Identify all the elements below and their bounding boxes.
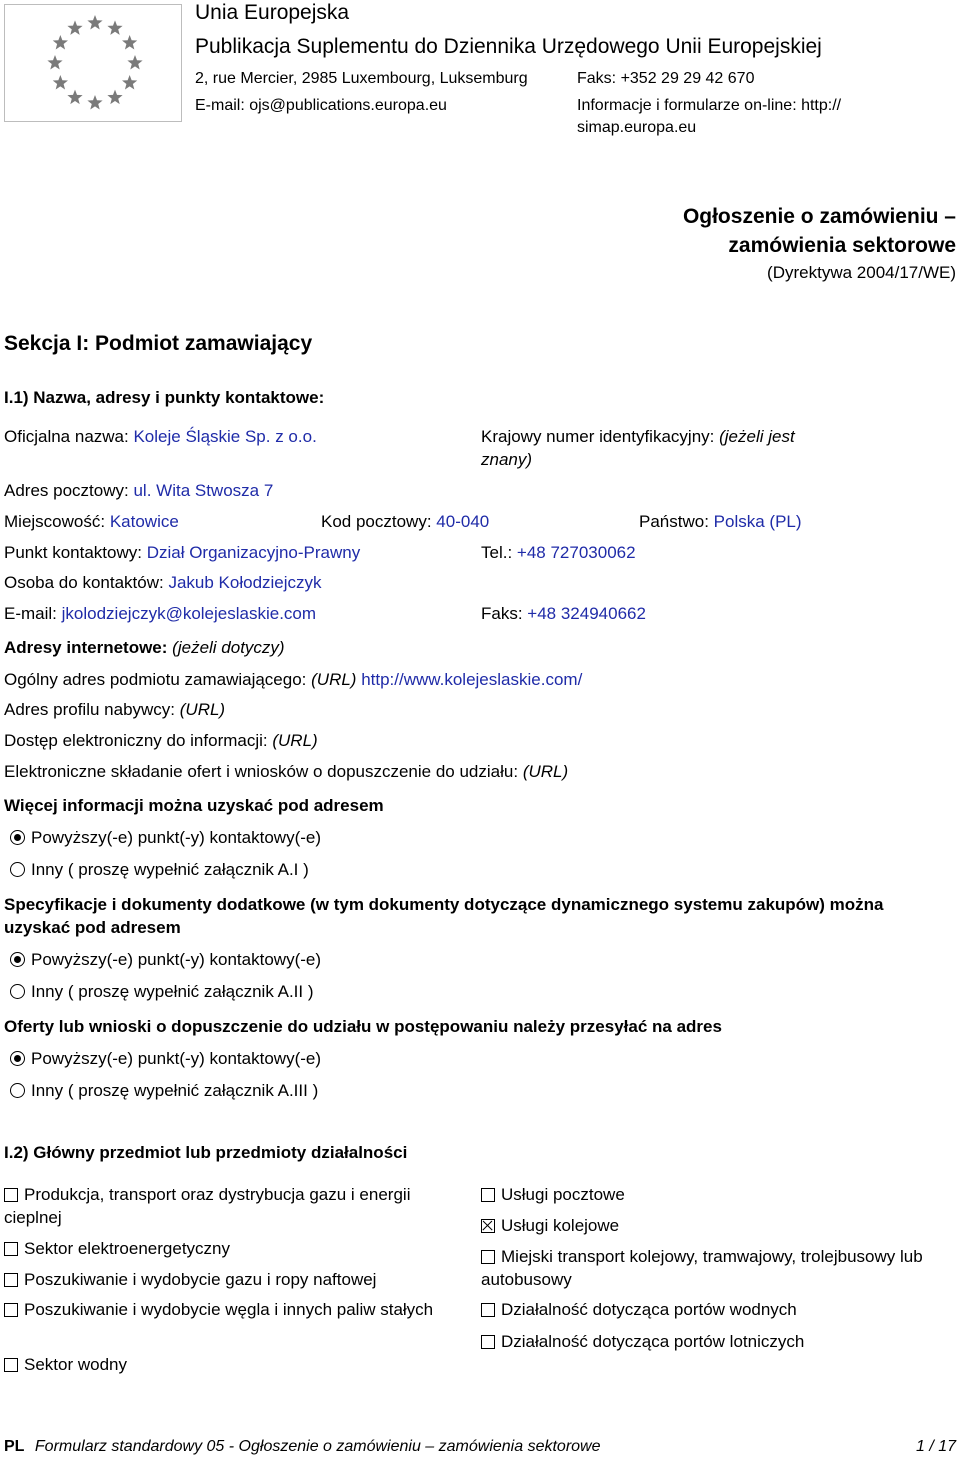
contact-person-value: Jakub Kołodziejczyk (168, 573, 322, 592)
electronic-submission-row: Elektroniczne składanie ofert i wniosków o dopuszczenie do udziału: (URL) (4, 762, 569, 781)
national-id-note-cont: znany) (481, 450, 533, 469)
activity-left-1[interactable]: Sektor elektroenergetyczny (4, 1237, 466, 1260)
general-address-link[interactable]: http://www.kolejeslaskie.com/ (361, 670, 583, 689)
country-row: Państwo: Polska (PL) (639, 512, 802, 531)
eu-star-icon (87, 95, 102, 109)
specs-option-other[interactable]: Inny ( proszę wypełnić załącznik A.II ) (10, 982, 314, 1002)
buyer-profile-row: Adres profilu nabywcy: (URL) (4, 700, 226, 719)
more-info-option-other[interactable]: Inny ( proszę wypełnić załącznik A.I ) (10, 860, 309, 880)
eu-star-icon (107, 20, 122, 34)
checkbox-empty-icon[interactable] (4, 1242, 18, 1256)
town-row: Miejscowość: Katowice (4, 512, 179, 531)
country-value: Polska (PL) (713, 512, 802, 531)
general-address-row: Ogólny adres podmiotu zamawiającego: (URL) http://www.kolejeslaskie.com/ (4, 670, 583, 689)
more-info-heading: Więcej informacji można uzyskać pod adresem (4, 796, 384, 815)
activity-left-2[interactable]: Poszukiwanie i wydobycie gazu i ropy naftowej (4, 1268, 466, 1291)
activity-right-2[interactable]: Miejski transport kolejowy, tramwajowy, trolejbusowy lub autobusowy (481, 1247, 923, 1289)
national-id-row: Krajowy numer identyfikacyjny: (jeżeli jest (481, 427, 795, 446)
header-info: Informacje i formularze on-line: http:// (577, 97, 842, 114)
checkbox-empty-icon[interactable] (481, 1188, 495, 1202)
fax-row: Faks: +48 324940662 (481, 604, 646, 623)
checkbox-empty-icon[interactable] (481, 1303, 495, 1317)
notice-directive: (Dyrektywa 2004/17/WE) (767, 263, 956, 282)
checkbox-empty-icon[interactable] (4, 1273, 18, 1287)
eu-star-icon (47, 55, 62, 69)
header-info-url: simap.europa.eu (577, 119, 697, 136)
footer-lang: PL (4, 1438, 25, 1455)
radio-selected-icon[interactable] (10, 830, 25, 845)
tel-row: Tel.: +48 727030062 (481, 543, 636, 562)
eu-star-icon (122, 35, 137, 49)
eu-star-icon (107, 90, 122, 104)
footer-form: Formularz standardowy 05 - Ogłoszenie o zamówieniu – zamówienia sektorowe (34, 1438, 601, 1455)
fax-value: +48 324940662 (527, 604, 646, 623)
activity-right-4[interactable]: Działalność dotycząca portów lotniczych (481, 1330, 953, 1353)
email-row: E-mail: jkolodziejczyk@kolejeslaskie.com (4, 604, 317, 623)
activity-left-3[interactable]: Poszukiwanie i wydobycie węgla i innych paliw stałych (4, 1298, 444, 1321)
footer (4, 1438, 601, 1456)
eu-flag-logo (4, 4, 182, 122)
email-value[interactable]: jkolodziejczyk@kolejeslaskie.com (61, 604, 317, 623)
activity-left-4[interactable]: Sektor wodny (4, 1353, 466, 1376)
eu-star-icon (122, 75, 137, 89)
header-org: Unia Europejska (195, 1, 350, 24)
eu-star-icon (53, 75, 68, 89)
subsection-heading: I.1) Nazwa, adresy i punkty kontaktowe: (4, 388, 325, 407)
tenders-option-other[interactable]: Inny ( proszę wypełnić załącznik A.III ) (10, 1081, 318, 1101)
tenders-option-above[interactable]: Powyższy(-e) punkt(-y) kontaktowy(-e) (10, 1049, 321, 1069)
official-name-value: Koleje Śląskie Sp. z o.o. (133, 427, 317, 446)
checkbox-empty-icon[interactable] (481, 1250, 495, 1264)
section-heading: Sekcja I: Podmiot zamawiający (4, 332, 313, 355)
tenders-heading: Oferty lub wnioski o dopuszczenie do udziału w postępowaniu należy przesyłać na adres (4, 1017, 722, 1036)
checkbox-empty-icon[interactable] (4, 1303, 18, 1317)
header-fax: Faks: +352 29 29 42 670 (577, 70, 755, 87)
radio-empty-icon[interactable] (10, 984, 25, 999)
eu-star-icon (67, 90, 82, 104)
notice-title-line1: Ogłoszenie o zamówieniu – (682, 205, 956, 228)
official-name-row: Oficjalna nazwa: Koleje Śląskie Sp. z o.o. (4, 427, 317, 446)
specs-heading: Specyfikacje i dokumenty dodatkowe (w tym dokumenty dotyczące dynamicznego systemu zakupów) można uzyskać pod adresem (4, 895, 884, 937)
checkbox-checked-icon[interactable] (481, 1219, 495, 1233)
footer-page: 1 / 17 (915, 1438, 956, 1455)
activity-right-1[interactable]: Usługi kolejowe (481, 1214, 953, 1237)
eu-stars-icon (5, 5, 181, 121)
activity-right-3[interactable]: Działalność dotycząca portów wodnych (481, 1298, 953, 1321)
contact-person-row: Osoba do kontaktów: Jakub Kołodziejczyk (4, 573, 322, 592)
eu-star-icon (127, 55, 142, 69)
radio-empty-icon[interactable] (10, 862, 25, 877)
postcode-row: Kod pocztowy: 40-040 (321, 512, 490, 531)
electronic-access-row: Dostęp elektroniczny do informacji: (URL) (4, 731, 318, 750)
checkbox-empty-icon[interactable] (4, 1358, 18, 1372)
postcode-value: 40-040 (436, 512, 490, 531)
radio-selected-icon[interactable] (10, 952, 25, 967)
internet-addresses-heading: Adresy internetowe: (jeżeli dotyczy) (4, 638, 285, 657)
contact-point-value: Dział Organizacyjno-Prawny (146, 543, 361, 562)
radio-selected-icon[interactable] (10, 1051, 25, 1066)
more-info-option-above[interactable]: Powyższy(-e) punkt(-y) kontaktowy(-e) (10, 828, 321, 848)
checkbox-empty-icon[interactable] (481, 1335, 495, 1349)
radio-empty-icon[interactable] (10, 1083, 25, 1098)
contact-point-row: Punkt kontaktowy: Dział Organizacyjno-Prawny (4, 543, 361, 562)
eu-star-icon (87, 15, 102, 29)
activity-left-0[interactable]: Produkcja, transport oraz dystrybucja gazu i energii cieplnej (4, 1185, 411, 1227)
town-value: Katowice (109, 512, 179, 531)
postal-address-row: Adres pocztowy: ul. Wita Stwosza 7 (4, 481, 274, 500)
header-publication: Publikacja Suplementu do Dziennika Urzędowego Unii Europejskiej (195, 35, 822, 58)
specs-option-above[interactable]: Powyższy(-e) punkt(-y) kontaktowy(-e) (10, 950, 321, 970)
activity-right-0[interactable]: Usługi pocztowe (481, 1183, 953, 1206)
checkbox-empty-icon[interactable] (4, 1188, 18, 1202)
activities-heading: I.2) Główny przedmiot lub przedmioty działalności (4, 1143, 408, 1162)
tel-value: +48 727030062 (516, 543, 636, 562)
eu-star-icon (53, 35, 68, 49)
header-email: E-mail: ojs@publications.europa.eu (195, 97, 447, 114)
postal-address-value: ul. Wita Stwosza 7 (133, 481, 274, 500)
header-address: 2, rue Mercier, 2985 Luxembourg, Luksemburg (195, 70, 528, 87)
eu-star-icon (67, 20, 82, 34)
notice-title-line2: zamówienia sektorowe (728, 234, 956, 257)
